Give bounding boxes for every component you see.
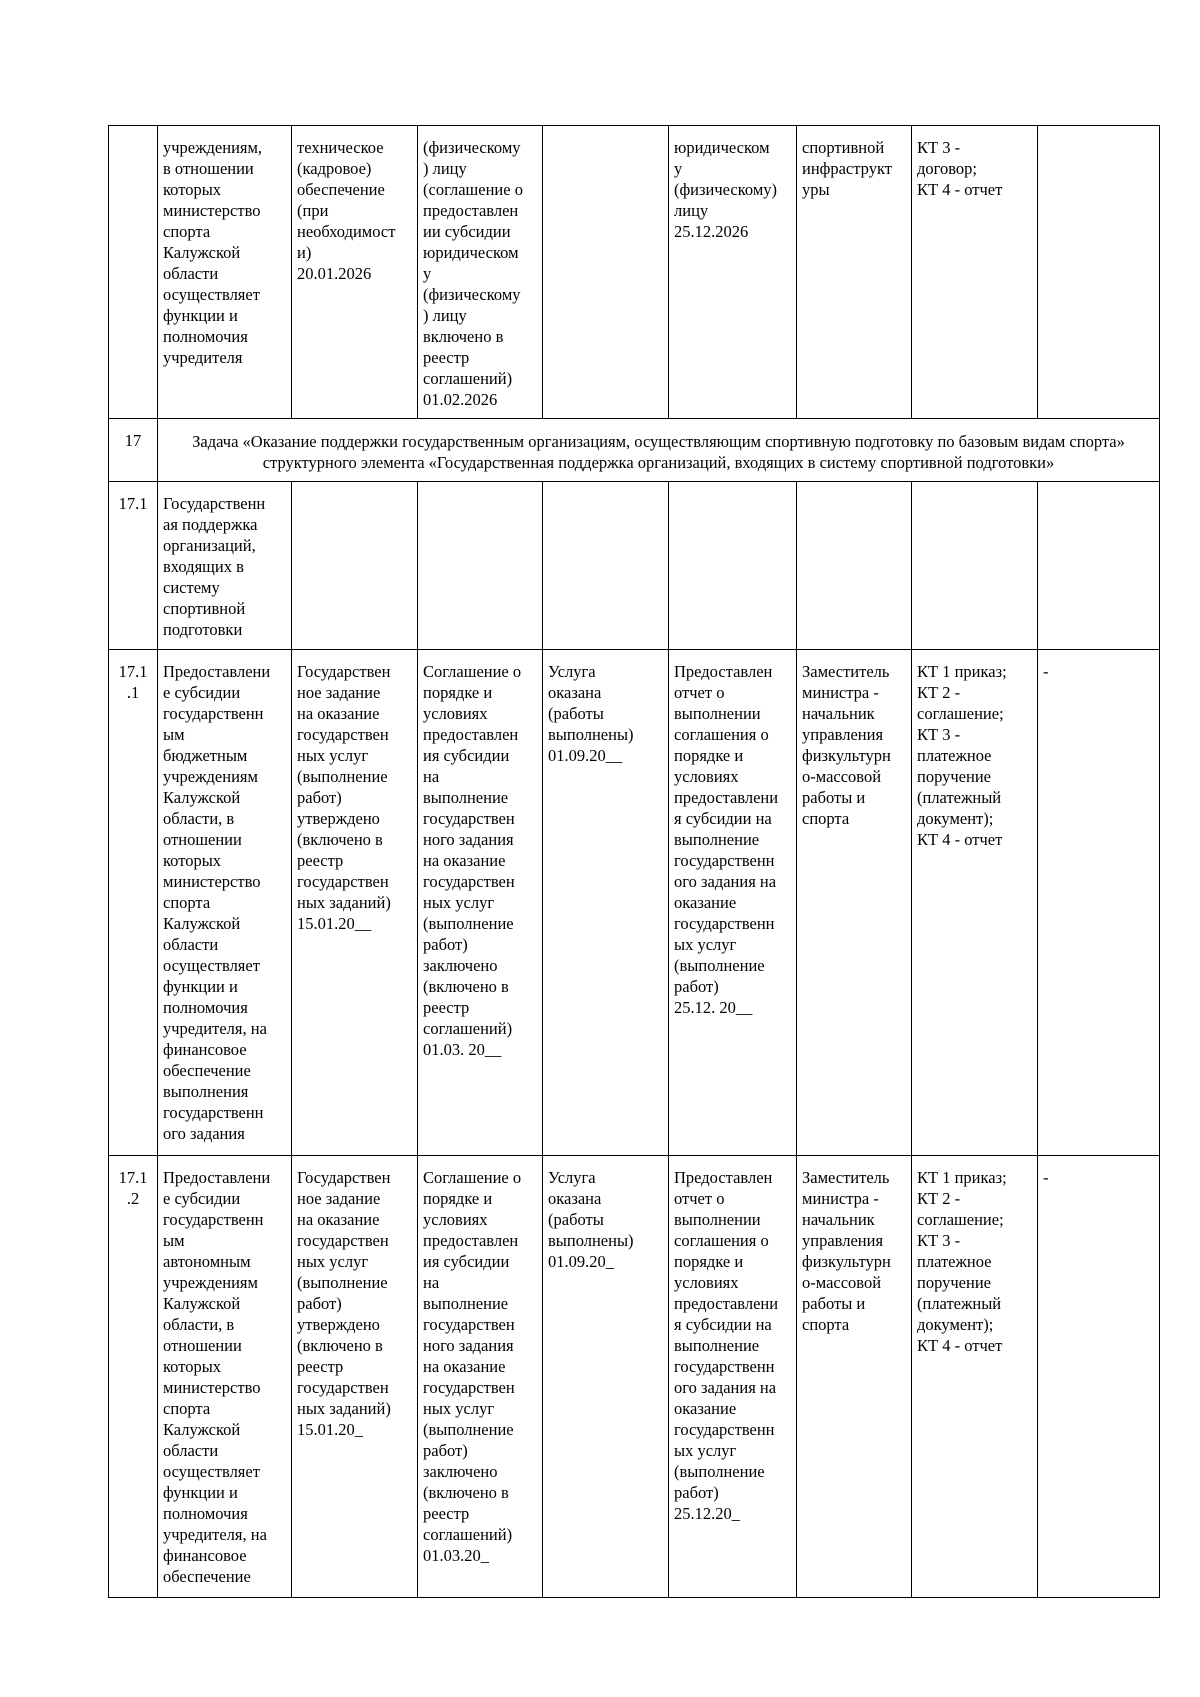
row-number <box>109 126 158 419</box>
row-number: 17 <box>109 419 158 482</box>
info-system-cell: - <box>1038 650 1160 1156</box>
row-number: 17.1 .2 <box>109 1156 158 1598</box>
table-row-continuation <box>109 126 1160 419</box>
table-row-17-1-2 <box>109 1156 1160 1598</box>
responsible-cell: спортивной инфраструкт уры <box>797 126 912 419</box>
control-point-3-cell <box>543 482 669 650</box>
control-point-4-cell <box>669 482 797 650</box>
info-system-cell: - <box>1038 1156 1160 1598</box>
event-name-cell: учреждениям, в отношении которых министерство спорта Калужской области осуществляет функции и полномочия учредителя <box>158 126 292 419</box>
control-point-2-cell <box>418 482 543 650</box>
control-point-3-cell <box>543 126 669 419</box>
table-row-task <box>109 419 1160 482</box>
row-number: 17.1 <box>109 482 158 650</box>
document-type-cell: КТ 1 приказ; КТ 2 - соглашение; КТ 3 - платежное поручение (платежный документ); КТ 4 - отчет <box>912 1156 1038 1598</box>
control-point-2-cell: (физическому ) лицу (соглашение о предоставлен ии субсидии юридическом у (физическому ) лицу включено в реестр соглашений) 01.02.2026 <box>418 126 543 419</box>
control-point-2-cell: Соглашение о порядке и условиях предоставлен ия субсидии на выполнение государствен ного задания на оказание государствен ных услуг (выполнение работ) заключено (включено в реестр соглашений) 01.03. 20__ <box>418 650 543 1156</box>
control-point-3-cell: Услуга оказана (работы выполнены) 01.09.20_ <box>543 1156 669 1598</box>
control-point-1-cell: Государствен ное задание на оказание государствен ных услуг (выполнение работ) утверждено (включено в реестр государствен ных заданий) 15.01.20__ <box>292 650 418 1156</box>
control-point-3-cell: Услуга оказана (работы выполнены) 01.09.20__ <box>543 650 669 1156</box>
responsible-cell: Заместитель министра - начальник управления физкультурн о-массовой работы и спорта <box>797 650 912 1156</box>
control-point-1-cell <box>292 482 418 650</box>
info-system-cell <box>1038 482 1160 650</box>
document-type-cell: КТ 1 приказ; КТ 2 - соглашение; КТ 3 - платежное поручение (платежный документ); КТ 4 - отчет <box>912 650 1038 1156</box>
control-point-1-cell: Государствен ное задание на оказание государствен ных услуг (выполнение работ) утверждено (включено в реестр государствен ных заданий) 15.01.20_ <box>292 1156 418 1598</box>
event-name-cell: Предоставлени е субсидии государственн ым автономным учреждениям Калужской области, в отношении которых министерство спорта Калужской области осуществляет функции и полномочия учредителя, на финансовое обеспечение <box>158 1156 292 1598</box>
control-point-2-cell: Соглашение о порядке и условиях предоставлен ия субсидии на выполнение государствен ного задания на оказание государствен ных услуг (выполнение работ) заключено (включено в реестр соглашений) 01.03.20_ <box>418 1156 543 1598</box>
control-point-1-cell: техническое (кадровое) обеспечение (при необходимост и) 20.01.2026 <box>292 126 418 419</box>
responsible-cell <box>797 482 912 650</box>
event-name-cell: Государственн ая поддержка организаций, входящих в систему спортивной подготовки <box>158 482 292 650</box>
event-name-cell: Предоставлени е субсидии государственн ым бюджетным учреждениям Калужской области, в отношении которых министерство спорта Калужской области осуществляет функции и полномочия учредителя, на финансовое обеспечение выполнения государственн ого задания <box>158 650 292 1156</box>
responsible-cell: Заместитель министра - начальник управления физкультурн о-массовой работы и спорта <box>797 1156 912 1598</box>
table-row-17-1 <box>109 482 1160 650</box>
plan-table <box>108 125 1160 1598</box>
task-description: Задача «Оказание поддержки государственным организациям, осуществляющим спортивную подготовку по базовым видам спорта» структурного элемента «Государственная поддержка организаций, входящих в систему спортивной подготовки» <box>158 419 1160 482</box>
row-number: 17.1 .1 <box>109 650 158 1156</box>
info-system-cell <box>1038 126 1160 419</box>
table-row-17-1-1 <box>109 650 1160 1156</box>
control-point-4-cell: Предоставлен отчет о выполнении соглашения о порядке и условиях предоставлени я субсидии на выполнение государственн ого задания на оказание государственн ых услуг (выполнение работ) 25.12.20_ <box>669 1156 797 1598</box>
control-point-4-cell: юридическом у (физическому) лицу 25.12.2026 <box>669 126 797 419</box>
document-type-cell: КТ 3 - договор; КТ 4 - отчет <box>912 126 1038 419</box>
document-type-cell <box>912 482 1038 650</box>
control-point-4-cell: Предоставлен отчет о выполнении соглашения о порядке и условиях предоставлени я субсидии на выполнение государственн ого задания на оказание государственн ых услуг (выполнение работ) 25.12. 20__ <box>669 650 797 1156</box>
